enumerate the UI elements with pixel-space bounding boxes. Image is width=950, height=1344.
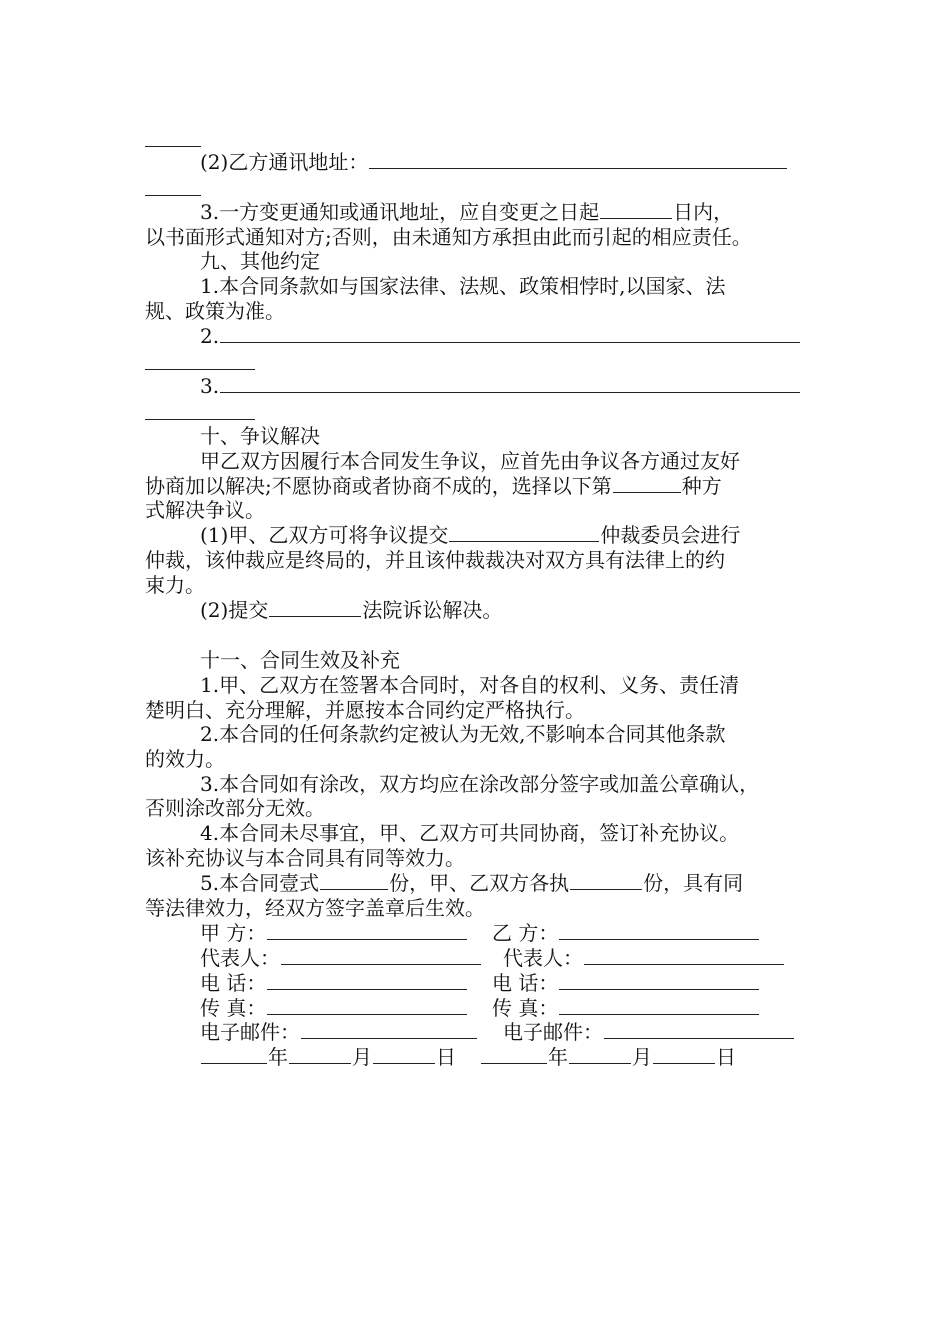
blank-field bbox=[201, 1046, 267, 1064]
rep-b-field bbox=[503, 946, 785, 970]
fax-b-field bbox=[492, 996, 760, 1020]
label: 甲 方： bbox=[200, 921, 267, 945]
blank-field bbox=[267, 997, 467, 1015]
paragraph-line bbox=[200, 150, 788, 174]
text: 协商加以解决;不愿协商或者协商不成的，选择以下第 bbox=[145, 474, 612, 498]
text: 日内， bbox=[673, 200, 734, 224]
label: 电 话： bbox=[492, 971, 559, 995]
paragraph-line: 的效力。 bbox=[145, 747, 225, 771]
blank-field bbox=[570, 872, 642, 890]
text: 仲裁委员会进行 bbox=[600, 523, 741, 547]
paragraph-line: 2.本合同的任何条款约定被认为无效,不影响本合同其他条款 bbox=[200, 722, 726, 746]
paragraph-line: 以书面形式通知对方;否则，由未通知方承担由此而引起的相应责任。 bbox=[145, 225, 752, 249]
blank-field bbox=[559, 922, 759, 940]
text: (2)乙方通讯地址： bbox=[200, 150, 369, 174]
fax-a-field bbox=[200, 996, 468, 1020]
paragraph-line: 4.本合同未尽事宜，甲、乙双方可共同协商，签订补充协议。 bbox=[200, 821, 740, 845]
blank-field bbox=[449, 524, 599, 542]
paragraph-line: 甲乙双方因履行本合同发生争议，应首先由争议各方通过友好 bbox=[200, 449, 740, 473]
section-heading: 十、争议解决 bbox=[200, 424, 320, 448]
month-label: 月 bbox=[632, 1045, 652, 1069]
paragraph-line: 楚明白、充分理解，并愿按本合同约定严格执行。 bbox=[145, 698, 585, 722]
blank-field bbox=[281, 947, 481, 965]
text: 3. bbox=[200, 374, 220, 398]
blank-field bbox=[373, 1046, 435, 1064]
paragraph-line: 否则涂改部分无效。 bbox=[145, 796, 325, 820]
text: 份，甲、乙双方各执 bbox=[389, 871, 570, 895]
paragraph-line: 等法律效力，经双方签字盖章后生效。 bbox=[145, 896, 485, 920]
blank-field bbox=[600, 201, 672, 219]
text: 法院诉讼解决。 bbox=[362, 598, 503, 622]
blank-field bbox=[584, 947, 784, 965]
label: 电子邮件： bbox=[200, 1020, 300, 1044]
text: 种方 bbox=[681, 474, 722, 498]
party-b-field bbox=[492, 921, 760, 945]
label: 代表人： bbox=[503, 946, 583, 970]
blank-field bbox=[301, 1021, 477, 1039]
label: 电子邮件： bbox=[503, 1020, 603, 1044]
party-a-field bbox=[200, 921, 468, 945]
text: 3.一方变更通知或通讯地址，应自变更之日起 bbox=[200, 200, 600, 224]
day-label: 日 bbox=[716, 1045, 736, 1069]
paragraph-line bbox=[200, 324, 801, 348]
text: 2. bbox=[200, 324, 220, 348]
text: (1)甲、乙双方可将争议提交 bbox=[200, 523, 449, 547]
section-heading: 九、其他约定 bbox=[200, 249, 320, 273]
text: (2)提交 bbox=[200, 598, 269, 622]
blank-field bbox=[481, 1046, 547, 1064]
blank-field bbox=[267, 972, 467, 990]
paragraph-line: 规、政策为准。 bbox=[145, 299, 285, 323]
blank-field bbox=[613, 475, 681, 493]
tel-b-field bbox=[492, 971, 760, 995]
email-a-field bbox=[200, 1020, 478, 1044]
blank-field bbox=[220, 325, 800, 343]
section-heading: 十一、合同生效及补充 bbox=[200, 648, 400, 672]
text: 份，具有同 bbox=[643, 871, 744, 895]
blank-field bbox=[559, 972, 759, 990]
label: 电 话： bbox=[200, 971, 267, 995]
blank-line bbox=[145, 369, 255, 370]
label: 代表人： bbox=[200, 946, 280, 970]
blank-field bbox=[604, 1021, 794, 1039]
paragraph-line: 3.本合同如有涂改，双方均应在涂改部分签字或加盖公章确认， bbox=[200, 772, 760, 796]
blank-line bbox=[145, 146, 201, 147]
day-label: 日 bbox=[436, 1045, 456, 1069]
paragraph-line bbox=[145, 474, 722, 498]
paragraph-line: 1.甲、乙双方在签署本合同时，对各自的权利、义务、责任清 bbox=[200, 673, 740, 697]
blank-line bbox=[145, 419, 255, 420]
label: 传 真： bbox=[492, 996, 559, 1020]
paragraph-line: 1.本合同条款如与国家法律、法规、政策相悖时,以国家、法 bbox=[200, 274, 726, 298]
paragraph-line bbox=[200, 374, 801, 398]
blank-field bbox=[289, 1046, 351, 1064]
month-label: 月 bbox=[352, 1045, 372, 1069]
paragraph-line bbox=[200, 871, 743, 895]
paragraph-line bbox=[200, 200, 733, 224]
label: 传 真： bbox=[200, 996, 267, 1020]
blank-field bbox=[267, 922, 467, 940]
paragraph-line bbox=[200, 523, 740, 547]
rep-a-field bbox=[200, 946, 482, 970]
label: 乙 方： bbox=[492, 921, 559, 945]
blank-field bbox=[569, 1046, 631, 1064]
year-label: 年 bbox=[548, 1045, 568, 1069]
paragraph-line: 仲裁，该仲裁应是终局的，并且该仲裁裁决对双方具有法律上的约 bbox=[145, 548, 725, 572]
tel-a-field bbox=[200, 971, 468, 995]
text: 5.本合同壹式 bbox=[200, 871, 320, 895]
paragraph-line: 式解决争议。 bbox=[145, 498, 265, 522]
blank-field bbox=[320, 872, 388, 890]
paragraph-line: 该补充协议与本合同具有同等效力。 bbox=[145, 846, 465, 870]
year-label: 年 bbox=[268, 1045, 288, 1069]
blank-field bbox=[369, 151, 787, 169]
date-b-field bbox=[480, 1045, 736, 1069]
paragraph-line: 束力。 bbox=[145, 573, 205, 597]
date-a-field bbox=[200, 1045, 456, 1069]
email-b-field bbox=[503, 1020, 795, 1044]
blank-field bbox=[559, 997, 759, 1015]
blank-field bbox=[269, 599, 361, 617]
blank-field bbox=[220, 375, 800, 393]
blank-line bbox=[145, 195, 201, 196]
blank-field bbox=[653, 1046, 715, 1064]
paragraph-line bbox=[200, 598, 502, 622]
